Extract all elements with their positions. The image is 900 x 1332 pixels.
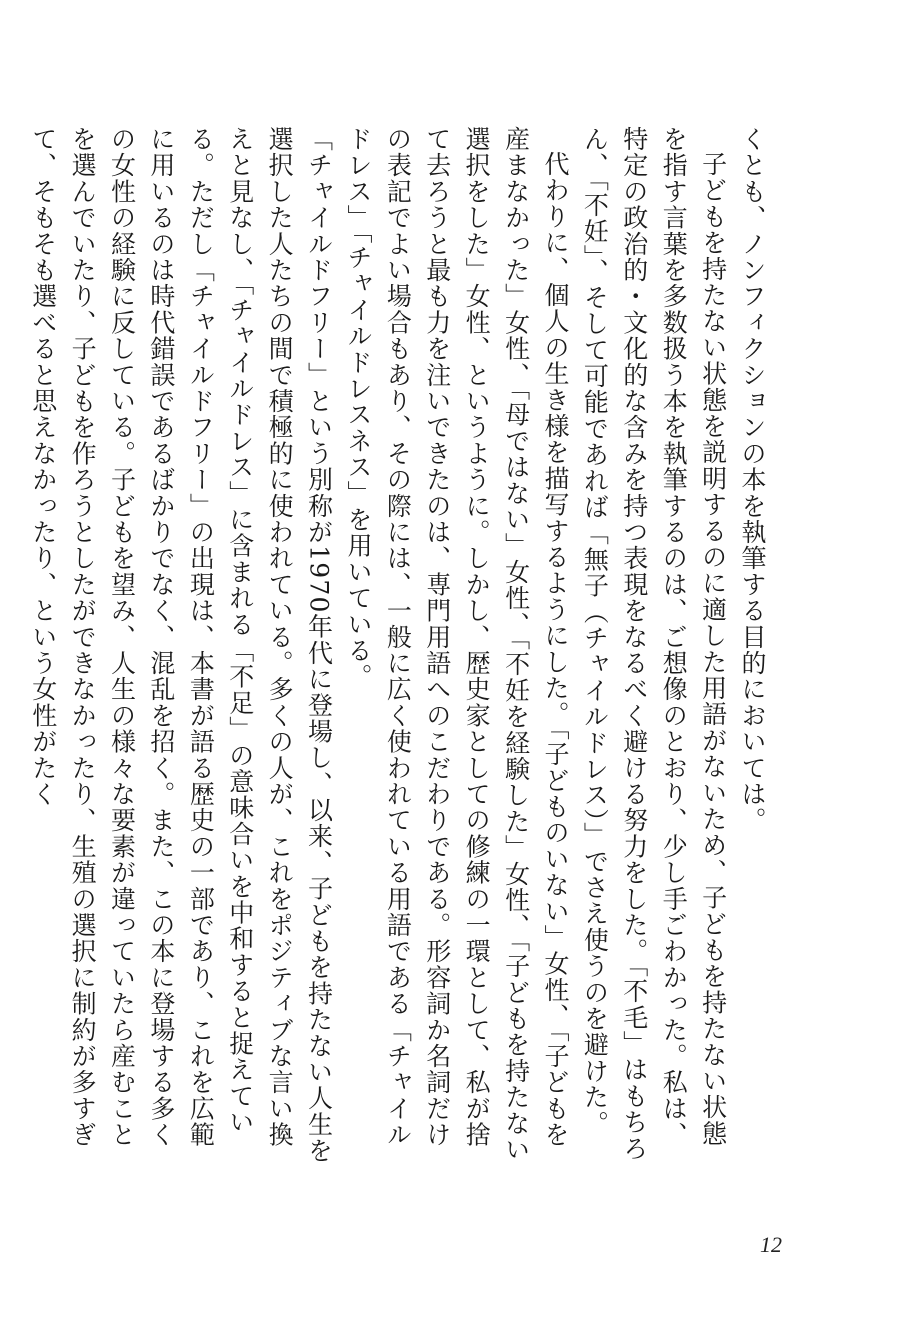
paragraph-3: 代わりに、個人の生き様を描写するようにした。「子どものいない」女性、「子どもを産まなかった」女性、「母ではない」女性、「不妊を経験した」女性、「子どもを持たない選択をした」女性、というように。しかし、歴史家としての修練の一環として、私が捨て去ろうと最も力を注いできたのは、専門用語へのこだわりである。形容詞か名詞だけの表記でよい場合もあり、その際には、一般に広く使われている用語である「チャイルドレス」「チャイルドレスネス」を用いている。 — [343, 126, 570, 1163]
body-text — [28, 126, 772, 1166]
page-number: 12 — [760, 1232, 782, 1257]
paragraph-4: 「チャイルドフリー」という別称が1970年代に登場し、以来、子どもを持たない人生を選択した人たちの間で積極的に使われている。多くの人が、これをポジティブな言い換えと見なし、「チャイルドレス」に含まれる「不足」の意味合いを中和すると捉えている。ただし「チャイルドフリー」の出現は、本書が語る歴史の一部であり、これを広範に用いるのは時代錯誤であるばかりでなく、混乱を招く。また、この本に登場する多くの女性の経験に反している。子どもを望み、人生の様々な要素が違っていたら産むことを選んでいたり、子どもを作ろうとしたができなかったり、生殖の選択に制約が多すぎて、そもそも選べると思えなかったり、という女性がたく — [28, 126, 334, 1164]
paragraph-1: くとも、ノンフィクションの本を執筆する目的においては。 — [738, 126, 767, 834]
paragraph-2: 子どもを持たない状態を説明するのに適した用語がないため、子どもを持たない状態を指す言葉を多数扱う本を執筆するのは、ご想像のとおり、少し手ごわかった。私は、特定の政治的・文化的な含みを持つ表現をなるべく避ける努力をした。「不毛」はもちろん、「不妊」、そして可能であれば「無子（チャイルドレス）」でさえ使うのを避けた。 — [580, 126, 728, 1162]
